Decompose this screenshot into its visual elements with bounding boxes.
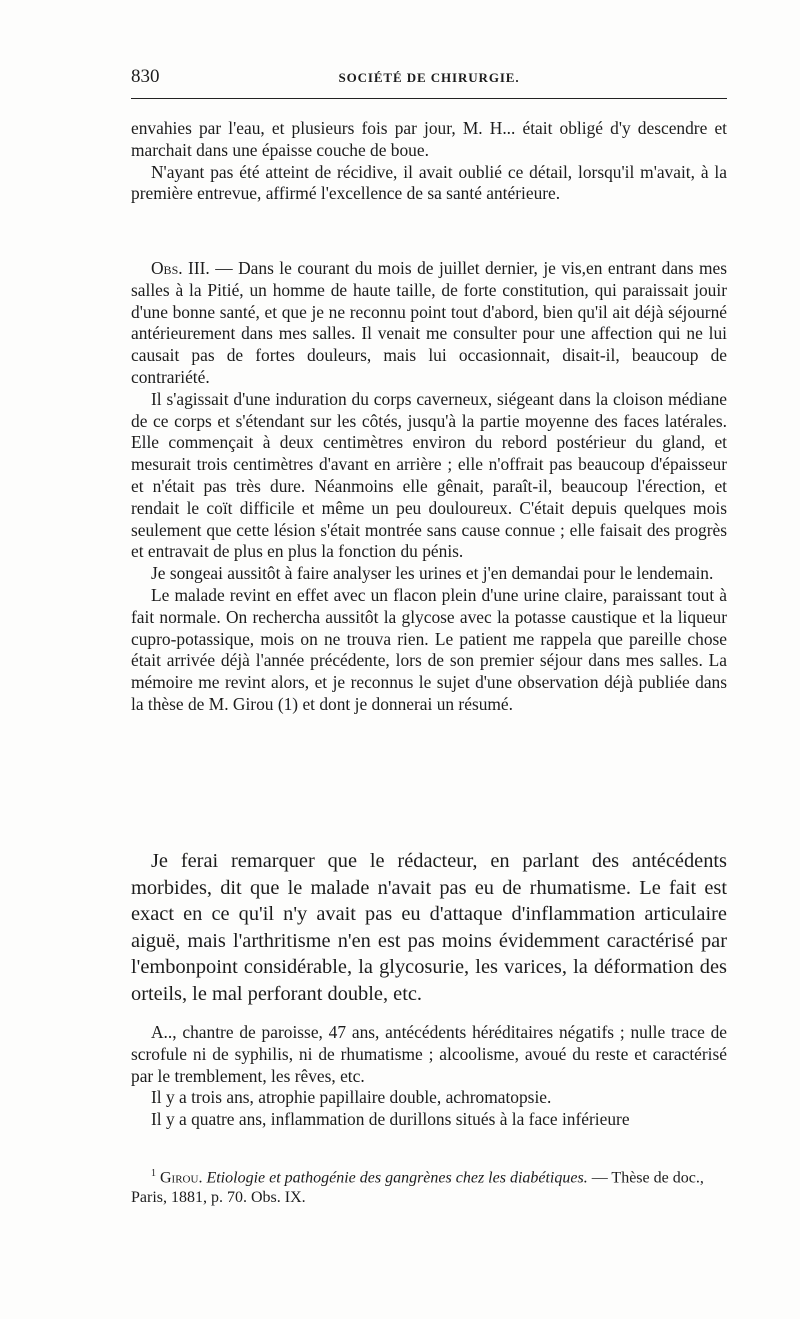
footnote-rest: — Thèse de doc., Paris, 1881, p. 70. Obs. IX.: [131, 1169, 704, 1207]
observation-block: [131, 258, 727, 716]
paragraph: A.., chantre de paroisse, 47 ans, antécédents héréditaires négatifs ; nulle trace de scrofule ni de syphilis, ni de rhumatisme ; alcoolisme, avoué du reste et caractérisé par le tremblement, les rêves, etc.: [131, 1022, 727, 1086]
remark-block: [131, 848, 727, 1008]
paragraph: Le malade revint en effet avec un flacon plein d'une urine claire, paraissant tout à fait normale. On rechercha aussitôt la glycose avec la potasse caustique et la liqueur cupro-potassique, mois on ne trouva rien. Le patient me rappela que pareille chose était arrivée déjà l'année précédente, lors de son premier séjour dans mes salles. La mémoire me revint alors, et je reconnus le sujet d'une observation déjà publiée dans la thèse de M. Girou (1) et dont je donnerai un résumé.: [131, 584, 727, 714]
running-title: SOCIÉTÉ DE CHIRURGIE.: [338, 70, 520, 85]
footnote-marker: 1: [151, 1168, 156, 1179]
paragraph: N'ayant pas été atteint de récidive, il avait oublié ce détail, lorsqu'il m'avait, à la première entrevue, affirmé l'excellence de sa santé antérieure.: [131, 161, 727, 204]
footnote-title: Etiologie et pathogénie des gangrènes chez les diabétiques.: [206, 1169, 588, 1187]
paragraph: envahies par l'eau, et plusieurs fois par jour, M. H... était obligé d'y descendre et marchait dans une épaisse couche de boue.: [131, 118, 727, 160]
observation-paragraph: [131, 258, 727, 389]
paragraph: Il s'agissait d'une induration du corps caverneux, siégeant dans la cloison médiane de ce corps et s'étendant sur les côtés, jusqu'à la partie moyenne des faces latérales. Elle commençait à deux centimètres environ du rebord postérieur du gland, et mesurait trois centimètres d'avant en arrière ; elle n'offrait pas beaucoup d'épaisseur et n'était pas très dure. Néanmoins elle gênait, paraît-il, beaucoup l'érection, et rendait le coït difficile et même un peu douloureux. C'était depuis quelques mois seulement que cette lésion s'était montrée sans cause connue ; elle faisait des progrès et entravait de plus en plus la fonction du pénis.: [131, 388, 727, 562]
footnote: [131, 1164, 727, 1208]
paragraph: Il y a quatre ans, inflammation de durillons situés à la face inférieure: [151, 1109, 630, 1130]
remark-paragraph: Je ferai remarquer que le rédacteur, en parlant des antécédents morbides, dit que le malade n'avait pas eu de rhumatisme. Le fait est exact en ce qu'il n'y avait pas eu d'attaque d'inflammation articulaire aiguë, mais l'arthritisme n'en est pas moins évidemment caractérisé par l'embonpoint considérable, la glycosurie, les varices, la déformation des orteils, le mal perforant double, etc.: [131, 850, 727, 1005]
footnote-author: Girou.: [160, 1169, 203, 1187]
page-header: [131, 66, 727, 88]
observation-label: Obs. III.: [151, 258, 210, 278]
case-summary-block: [131, 1022, 727, 1131]
paragraph: Il y a trois ans, atrophie papillaire double, achromatopsie.: [151, 1087, 552, 1108]
observation-text: — Dans le courant du mois de juillet dernier, je vis,en entrant dans mes salles à la Pitié, un homme de haute taille, de forte constitution, qui paraissait jouir d'une bonne santé, et que je ne reconnu point tout d'abord, bien qu'il ait déjà séjourné antérieurement dans mes salles. Il venait me consulter pour une affection qui ne lui causait pas de fortes douleurs, mais lui occasionnait, disait-il, beaucoup de contrariété.: [131, 258, 727, 387]
paragraph: Je songeai aussitôt à faire analyser les urines et j'en demandai pour le lendemain.: [151, 563, 714, 584]
header-rule: [131, 98, 727, 99]
footnote-text: [131, 1164, 727, 1208]
paragraph-block-1: [131, 118, 727, 205]
page-number: 830: [131, 66, 160, 87]
